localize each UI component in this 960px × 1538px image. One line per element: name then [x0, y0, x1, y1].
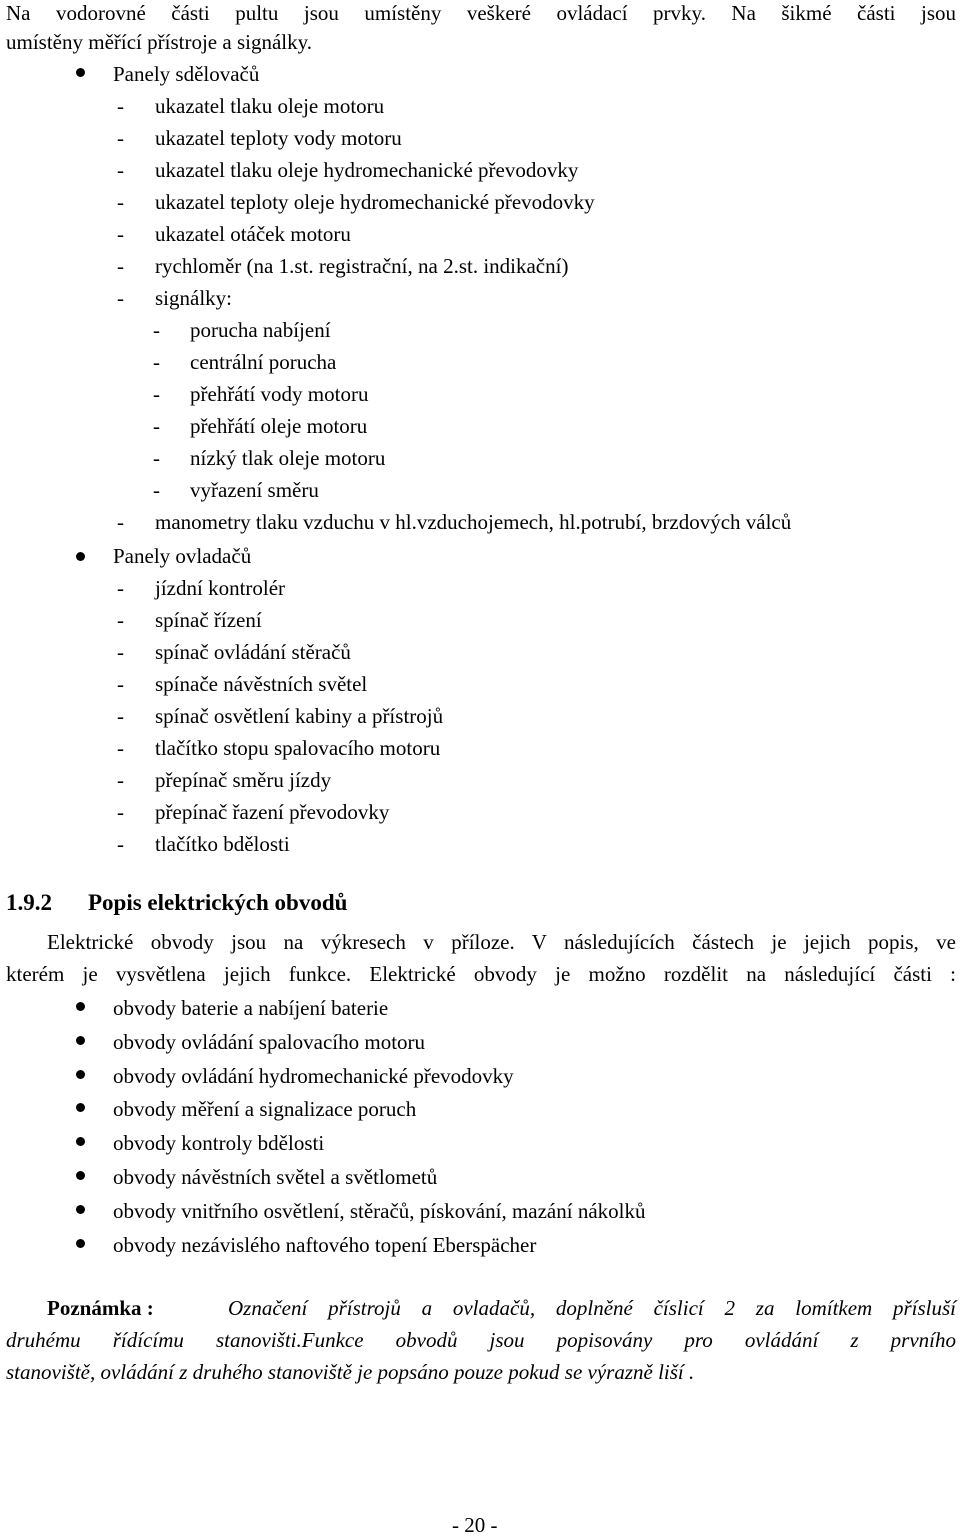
list-item: obvody měření a signalizace poruch: [113, 1097, 417, 1121]
list-item: přepínač směru jízdy: [155, 768, 332, 792]
dash: -: [153, 446, 160, 470]
dash: -: [117, 510, 124, 534]
list-item: jízdní kontrolér: [155, 576, 286, 600]
list-item: porucha nabíjení: [190, 318, 331, 342]
page-number: - 20 -: [452, 1513, 498, 1537]
dash: -: [117, 190, 124, 214]
dash: -: [117, 640, 124, 664]
list-item: ukazatel tlaku oleje hydromechanické převodovky: [155, 158, 579, 182]
dash: -: [117, 126, 124, 150]
note-line-2: druhému řídícímu stanovišti.Funkce obvodů jsou popisovány pro ovládání z prvního: [6, 1328, 956, 1352]
paragraph-line-1: Elektrické obvody jsou na výkresech v příloze. V následujících částech je jejich popis, ve: [47, 930, 956, 954]
dash: -: [153, 414, 160, 438]
paragraph-line-2: kterém je vysvětlena jejich funkce. Elektrické obvody je možno rozdělit na následující části :: [6, 962, 956, 986]
list-item: rychloměr (na 1.st. registrační, na 2.st. indikační): [155, 254, 569, 278]
dash: -: [117, 832, 124, 856]
section-title-controls: Panely ovladačů: [113, 544, 252, 568]
list-item: spínač ovládání stěračů: [155, 640, 351, 664]
bullet-icon: [76, 544, 88, 556]
list-item: signálky:: [155, 286, 232, 310]
list-item: obvody návěstních světel a světlometů: [113, 1165, 438, 1189]
bullet-icon: [76, 1231, 88, 1243]
dash: -: [117, 158, 124, 182]
intro-line-1: Na vodorovné části pultu jsou umístěny veškeré ovládací prvky. Na šikmé části jsou: [6, 1, 956, 25]
dash: -: [117, 222, 124, 246]
bullet-icon: [76, 1062, 88, 1074]
dash: -: [117, 800, 124, 824]
list-item: ukazatel teploty vody motoru: [155, 126, 402, 150]
bullet-icon: [76, 994, 88, 1006]
list-item: ukazatel teploty oleje hydromechanické převodovky: [155, 190, 595, 214]
section-title: Popis elektrických obvodů: [88, 890, 348, 915]
dash: -: [153, 382, 160, 406]
note-line-1: Označení přístrojů a ovladačů, doplněné číslicí 2 za lomítkem přísluší: [228, 1296, 956, 1320]
list-item: obvody nezávislého naftového topení Eberspächer: [113, 1233, 537, 1257]
dash: -: [117, 768, 124, 792]
dash: -: [117, 286, 124, 310]
dash: -: [153, 318, 160, 342]
list-item: spínač osvětlení kabiny a přístrojů: [155, 704, 444, 728]
section-number: 1.9.2: [6, 890, 52, 915]
bullet-icon: [76, 1028, 88, 1040]
list-item: obvody ovládání spalovacího motoru: [113, 1030, 426, 1054]
section-title-indicators: Panely sdělovačů: [113, 62, 260, 86]
dash: -: [117, 736, 124, 760]
list-item: spínač řízení: [155, 608, 262, 632]
list-item: přehřátí oleje motoru: [190, 414, 368, 438]
dash: -: [153, 478, 160, 502]
list-item: manometry tlaku vzduchu v hl.vzduchojemech, hl.potrubí, brzdových válců: [155, 510, 792, 534]
intro-line-2: umístěny měřící přístroje a signálky.: [6, 30, 312, 54]
bullet-icon: [76, 1197, 88, 1209]
list-item: přepínač řazení převodovky: [155, 800, 390, 824]
list-item: obvody vnitřního osvětlení, stěračů, pískování, mazání nákolků: [113, 1199, 646, 1223]
list-item: přehřátí vody motoru: [190, 382, 369, 406]
dash: -: [117, 254, 124, 278]
note-label: Poznámka :: [47, 1296, 154, 1320]
dash: -: [117, 704, 124, 728]
dash: -: [117, 672, 124, 696]
list-item: tlačítko stopu spalovacího motoru: [155, 736, 441, 760]
list-item: nízký tlak oleje motoru: [190, 446, 386, 470]
bullet-icon: [76, 60, 88, 72]
list-item: obvody kontroly bdělosti: [113, 1131, 325, 1155]
dash: -: [117, 576, 124, 600]
list-item: vyřazení směru: [190, 478, 319, 502]
list-item: obvody baterie a nabíjení baterie: [113, 996, 389, 1020]
list-item: centrální porucha: [190, 350, 337, 374]
list-item: ukazatel otáček motoru: [155, 222, 351, 246]
bullet-icon: [76, 1163, 88, 1175]
list-item: spínače návěstních světel: [155, 672, 368, 696]
list-item: obvody ovládání hydromechanické převodovky: [113, 1064, 514, 1088]
dash: -: [153, 350, 160, 374]
bullet-icon: [76, 1095, 88, 1107]
list-item: ukazatel tlaku oleje motoru: [155, 94, 385, 118]
list-item: tlačítko bdělosti: [155, 832, 290, 856]
note-line-3: stanoviště, ovládání z druhého stanoviště je popsáno pouze pokud se výrazně liší .: [6, 1360, 695, 1384]
dash: -: [117, 608, 124, 632]
dash: -: [117, 94, 124, 118]
bullet-icon: [76, 1129, 88, 1141]
